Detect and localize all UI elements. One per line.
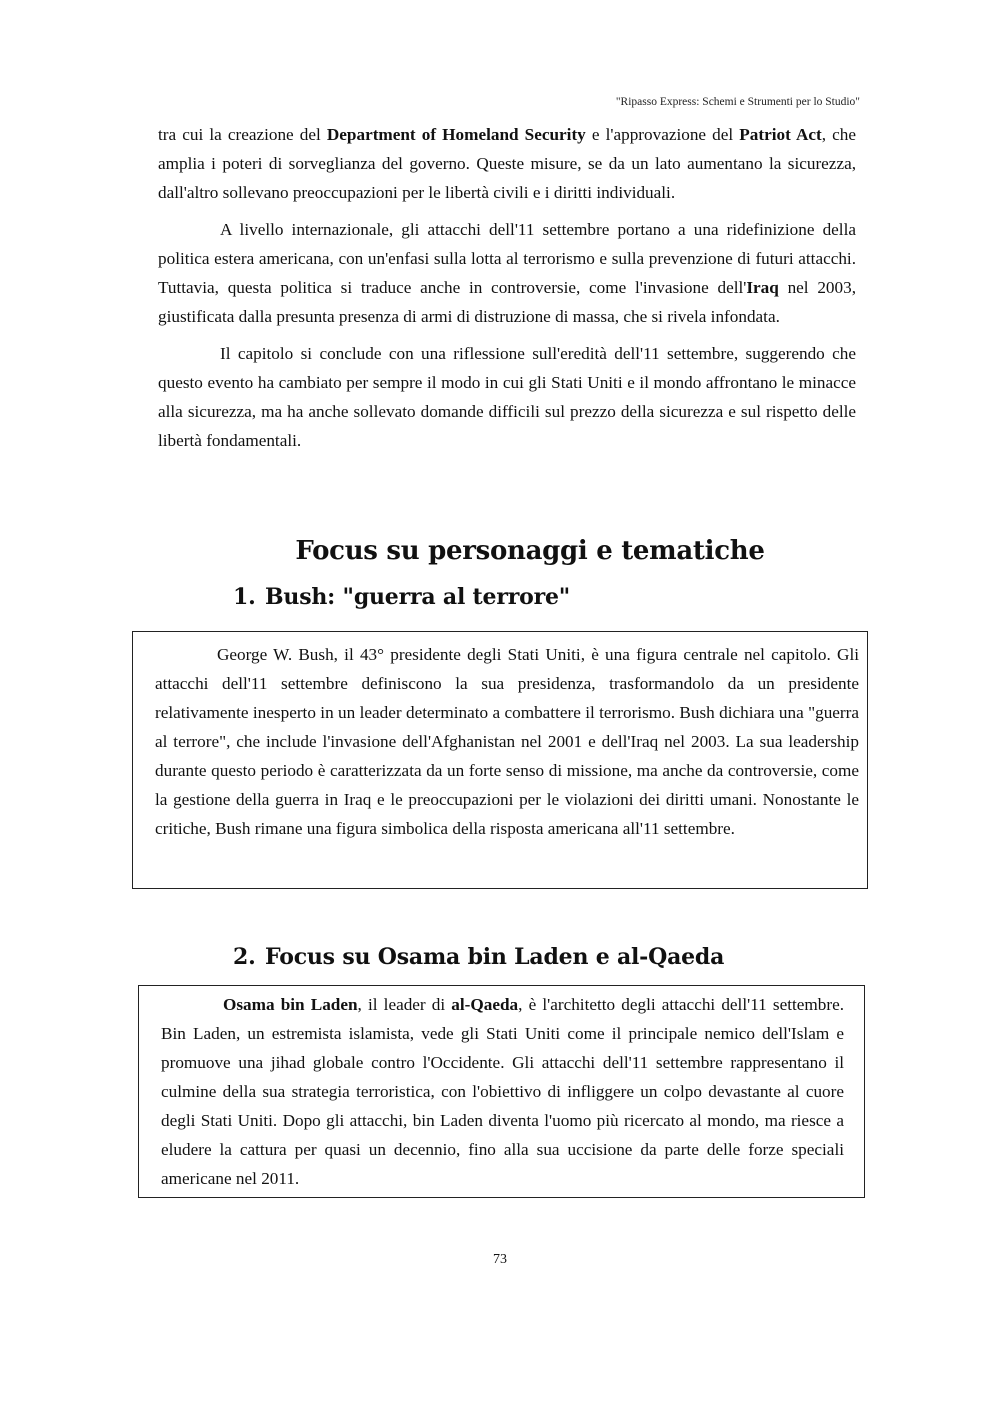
subheading-number: 2. [233,944,256,970]
subheading-title: Bush: "guerra al terrore" [265,584,571,610]
paragraph-1 [158,120,856,207]
bold-term: Department of Homeland Security [326,125,586,144]
text-span: Il capitolo si conclude con una riflessione sull'eredità dell'11 settembre, suggerendo che questo evento ha cambiato per sempre il modo in cui gli Stati Uniti e il mondo affrontano le minacce alla sicurezza, ma ha anche sollevato domande difficili sul prezzo della sicurezza e sul rispetto delle libertà fondamentali. [158,344,856,450]
text-span: tra cui la creazione del [158,125,327,144]
text-span: nel 2003, giustificata dalla presunta presenza di armi di distruzione di massa, che si rivela infondata. [158,278,856,326]
bold-term: al-Qaeda [451,995,519,1014]
body-text [158,120,856,463]
running-header: "Ripasso Express: Schemi e Strumenti per lo Studio" [615,96,860,108]
subheading-bush [233,584,570,610]
text-span: , il leader di [357,995,452,1014]
text-span: A livello internazionale, gli attacchi dell'11 settembre portano a una ridefinizione della politica estera americana, con un'enfasi sulla lotta al terrorismo e sulla prevenzione di futuri attacchi. Tuttavia, questa politica si traduce anche in controversie, come l'invasione dell' [158,220,856,297]
text-span: , che amplia i poteri di sorveglianza del governo. Queste misure, se da un lato aumentano la sicurezza, dall'altro sollevano preoccupazioni per le libertà civili e i diritti individuali. [158,125,857,202]
bold-term: Osama bin Laden [223,995,358,1014]
bold-term: Patriot Act [739,125,822,144]
subheading-title: Focus su Osama bin Laden e al-Qaeda [265,944,725,970]
bin-laden-box [138,985,865,1198]
subheading-bin-laden [233,944,724,970]
paragraph-2 [158,215,856,331]
subheading-number: 1. [233,584,256,610]
text-span: e l'approvazione del [585,125,740,144]
text-span: , è l'architetto degli attacchi dell'11 settembre. Bin Laden, un estremista islamista, vede gli Stati Uniti come il principale nemico dell'Islam e promuove una jihad globale contro l'Occidente. Gli attacchi dell'11 settembre rappresentano il culmine della sua strategia terroristica, con l'obiettivo di infliggere un colpo devastante al cuore degli Stati Uniti. Dopo gli attacchi, bin Laden diventa l'uomo più ricercato al mondo, ma riesce a eludere la cattura per quasi un decennio, fino alla sua uccisione da parte delle forze speciali americane nel 2011. [161,995,844,1188]
bush-paragraph: George W. Bush, il 43° presidente degli Stati Uniti, è una figura centrale nel capitolo. Gli attacchi dell'11 settembre definiscono la sua presidenza, trasformandolo da un presidente relativamente inesperto in un leader determinato a combattere il terrorismo. Bush dichiara una "guerra al terrore", che include l'invasione dell'Afghanistan nel 2001 e dell'Iraq nel 2003. La sua leadership durante questo periodo è caratterizzata da un forte senso di missione, ma anche da controversie, come la gestione della guerra in Iraq e le preoccupazioni per le violazioni dei diritti umani. Nonostante le critiche, Bush rimane una figura simbolica della risposta americana all'11 settembre. [155,645,859,838]
page-number: 73 [493,1252,507,1267]
bin-laden-paragraph [161,990,844,1193]
bush-box [132,631,868,889]
paragraph-3 [158,339,856,455]
section-title: Focus su personaggi e tematiche [295,536,765,566]
bold-term: Iraq [746,278,779,297]
